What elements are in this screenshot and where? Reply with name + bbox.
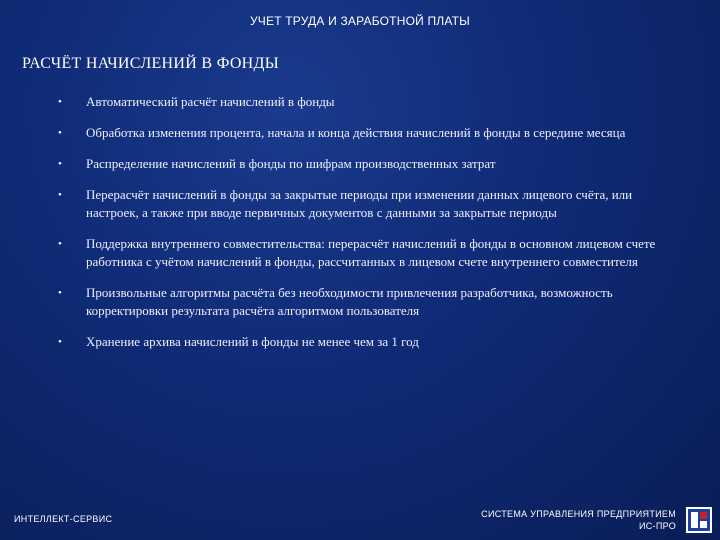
bullet-marker: •: [58, 238, 62, 250]
bullet-marker: •: [58, 189, 62, 201]
bullet-text: Обработка изменения процента, начала и конца действия начислений в фонды в середине месяца: [86, 125, 626, 140]
bullet-item-7: [58, 333, 688, 351]
bullet-text: Хранение архива начислений в фонды не менее чем за 1 год: [86, 334, 419, 349]
header-title: УЧЕТ ТРУДА И ЗАРАБОТНОЙ ПЛАТЫ: [249, 14, 470, 28]
bullet-marker: •: [58, 287, 62, 299]
bullet-item-3: [58, 155, 688, 173]
footer-company: ИНТЕЛЛЕКТ-СЕРВИС: [14, 514, 113, 524]
bullet-marker: •: [58, 158, 62, 170]
footer-system: [481, 508, 676, 532]
company-logo-icon: [686, 507, 712, 533]
bullet-text: Поддержка внутреннего совместительства: перерасчёт начислений в фонды в основном лицевом счете работника с учётом начислений в фонды, рассчитанных в лицевом счете внутреннего совместителя: [86, 236, 656, 269]
bullet-list: [58, 93, 688, 364]
bullet-text: Перерасчёт начислений в фонды за закрытые периоды при изменении данных лицевого счёта, или настроек, а также при вводе первичных документов с данными за закрытые периоды: [86, 187, 633, 220]
footer-system-line1: СИСТЕМА УПРАВЛЕНИЯ ПРЕДПРИЯТИЕМ: [481, 509, 676, 519]
bullet-item-5: [58, 235, 688, 271]
bullet-item-1: [58, 93, 688, 111]
bullet-text: Автоматический расчёт начислений в фонды: [86, 94, 335, 109]
bullet-item-6: [58, 284, 688, 320]
bullet-marker: •: [58, 96, 62, 108]
bullet-marker: •: [58, 336, 62, 348]
footer-system-line2: ИС-ПРО: [638, 521, 676, 531]
bullet-text: Произвольные алгоритмы расчёта без необходимости привлечения разработчика, возможность корректировки результата расчёта алгоритмом пользователя: [86, 285, 613, 318]
bullet-item-4: [58, 186, 688, 222]
bullet-text: Распределение начислений в фонды по шифрам производственных затрат: [86, 156, 496, 171]
slide-title: РАСЧЁТ НАЧИСЛЕНИЙ В ФОНДЫ: [22, 55, 280, 72]
bullet-item-2: [58, 124, 688, 142]
bullet-marker: •: [58, 127, 62, 139]
